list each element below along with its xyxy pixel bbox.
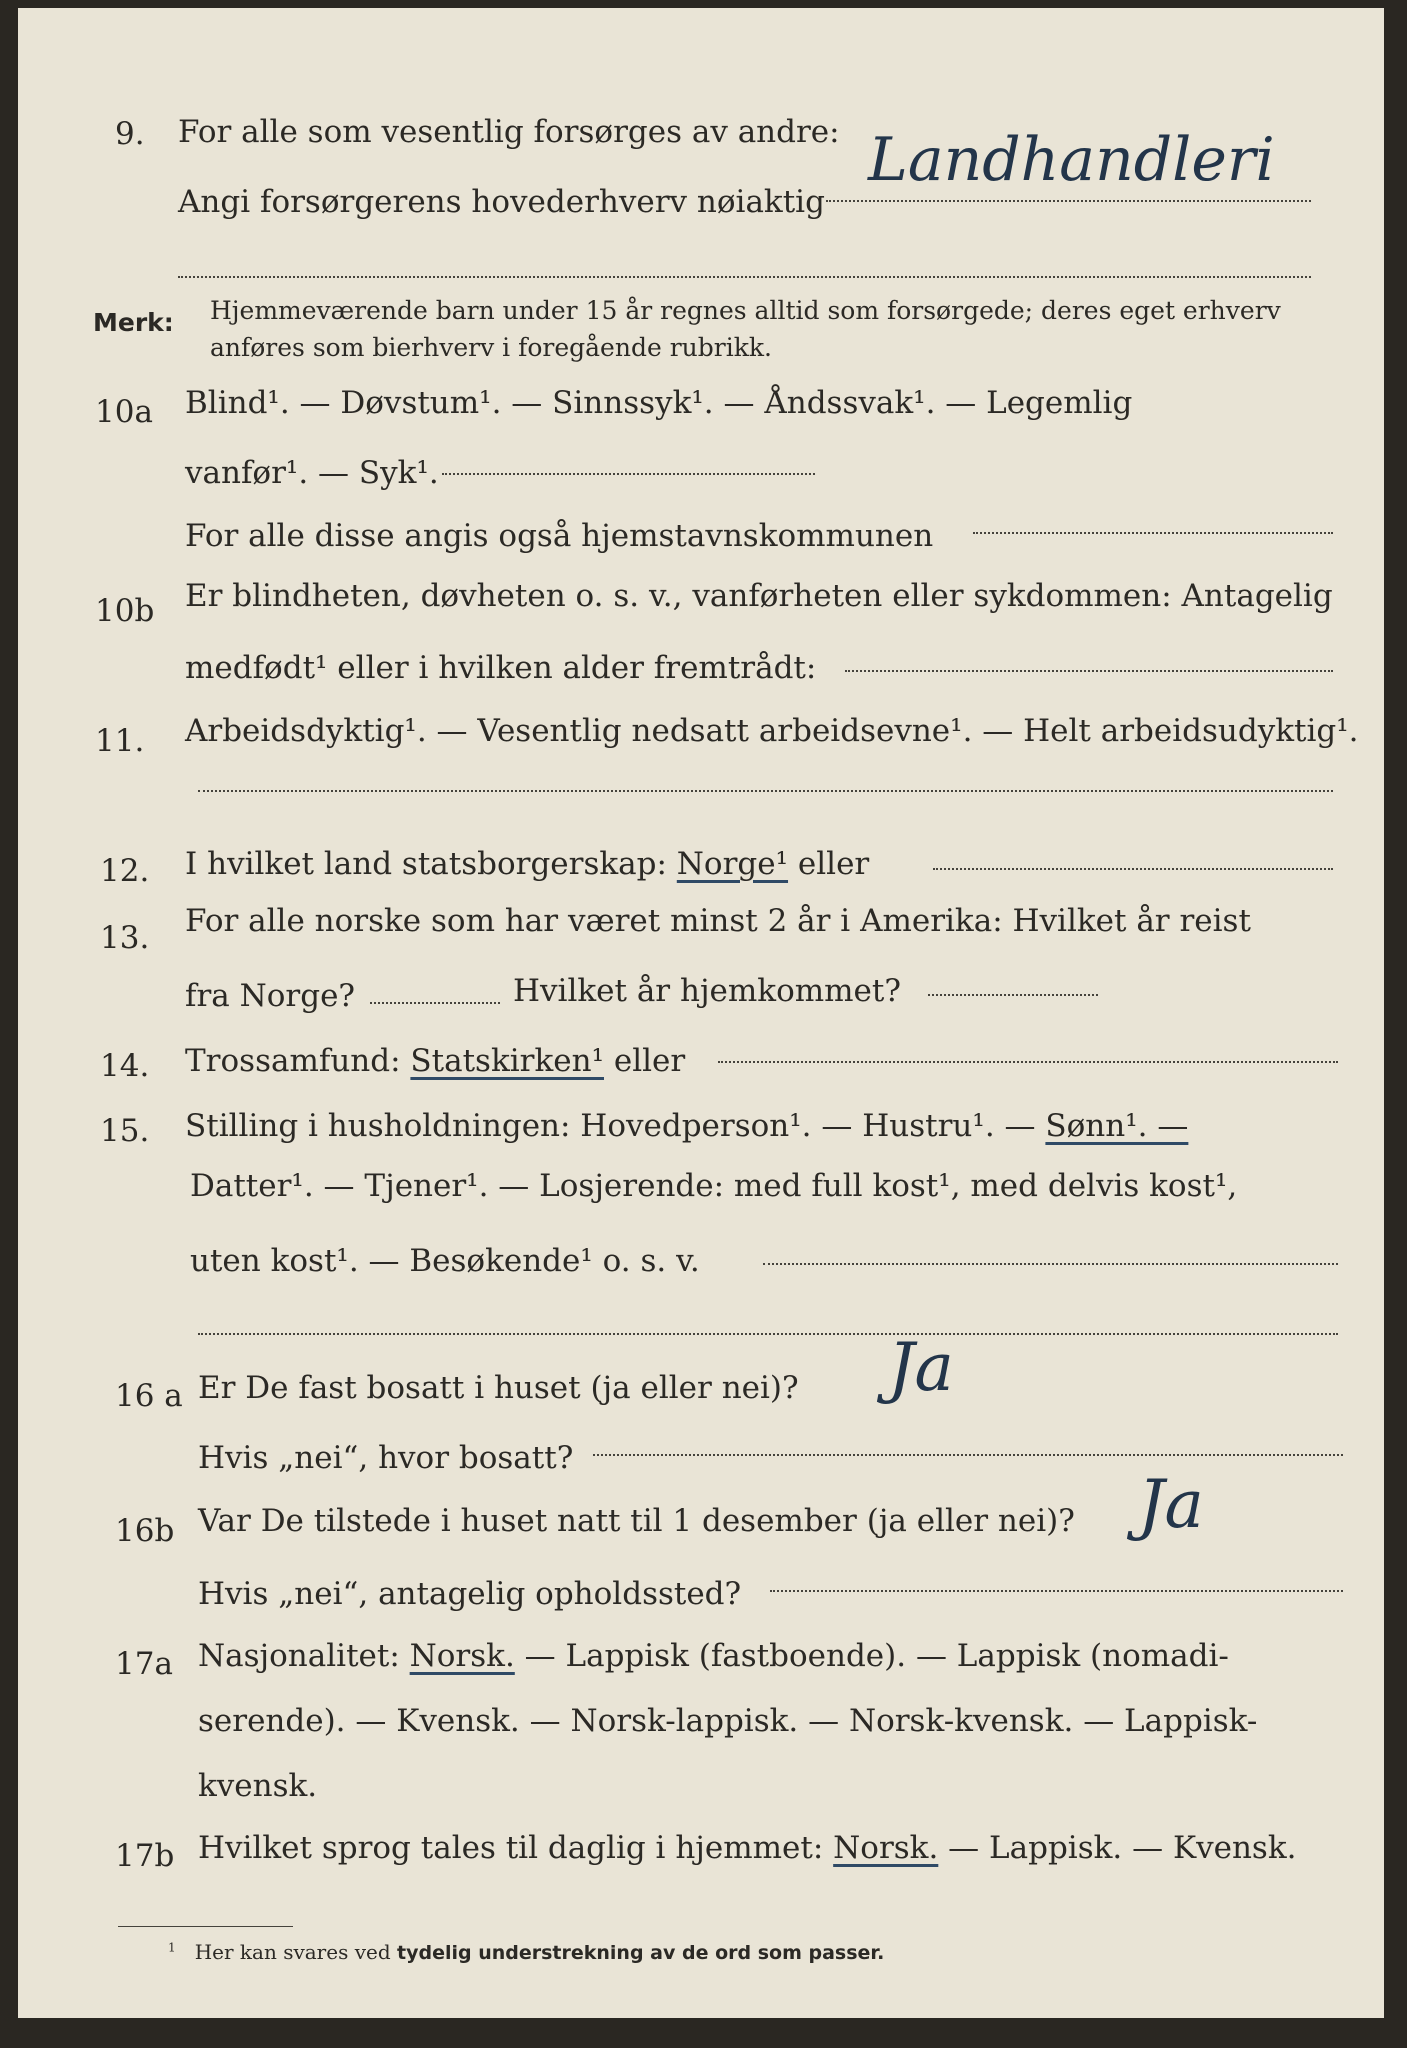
q15-continuation-line[interactable] [198,1333,1338,1335]
q17b-number: 17b [115,1838,175,1874]
q15-line1-text: Stilling i husholdningen: Hovedperson¹. — Hustru¹. — [185,1108,1036,1144]
q14-answer-line[interactable] [718,1061,1338,1063]
q16a-handwritten-answer: Ja [888,1329,954,1406]
q16b-line2: Hvis „nei“, antagelig opholdssted? [198,1576,742,1612]
q15-answer-line[interactable] [763,1263,1338,1265]
q17a-underlined-norsk: Norsk. [409,1638,515,1674]
q17a-line2: serende). — Kvensk. — Norsk-lappisk. — Norsk-kvensk. — Lappisk- [198,1703,1258,1739]
q12-prefix: I hvilket land statsborgerskap: [185,846,667,882]
q16b-line1: Var De tilstede i huset natt til 1 desember (ja eller nei)? [198,1503,1075,1539]
q10a-line2: vanfør¹. — Syk¹. [185,455,439,491]
q13-line1: For alle norske som har været minst 2 år i Amerika: Hvilket år reist [185,903,1251,939]
q14-prefix: Trossamfund: [185,1043,401,1079]
q16b-number: 16b [115,1513,175,1549]
q17a-line1 [198,1638,1229,1674]
footnote [168,1940,884,1964]
footnote-bold: tydelig understrekning av de ord som passer. [397,1942,885,1964]
q15-underlined-sonn: Sønn¹. — [1045,1108,1189,1144]
q10a-line1: Blind¹. — Døvstum¹. — Sinnssyk¹. — Åndssvak¹. — Legemlig [185,385,1133,421]
q17a-prefix: Nasjonalitet: [198,1638,400,1674]
q16a-line1: Er De fast bosatt i huset (ja eller nei)? [198,1370,799,1406]
merk-label: Merk: [93,308,174,337]
q17b-suffix: — Lappisk. — Kvensk. [948,1830,1297,1866]
q12-answer-line[interactable] [933,868,1333,870]
q16a-line2: Hvis „nei“, hvor bosatt? [198,1440,574,1476]
q10b-line1: Er blindheten, døvheten o. s. v., vanførheten eller sykdommen: Antagelig [185,578,1333,614]
q15-line2: Datter¹. — Tjener¹. — Losjerende: med full kost¹, med delvis kost¹, [190,1168,1238,1204]
merk-line1: Hjemmeværende barn under 15 år regnes alltid som forsørgede; deres eget erhverv [210,296,1281,325]
q13-hjemkommet-line[interactable] [928,994,1098,996]
q14-text [185,1043,685,1079]
q17a-line1-rest: — Lappisk (fastboende). — Lappisk (nomadi- [524,1638,1229,1674]
q12-underlined-norge: Norge¹ [676,846,789,882]
q15-number: 15. [100,1113,150,1149]
q16a-bosatt-line[interactable] [593,1454,1343,1456]
q13-line2b: Hvilket år hjemkommet? [513,973,901,1009]
q11-line1: Arbeidsdyktig¹. — Vesentlig nedsatt arbeidsevne¹. — Helt arbeidsudyktig¹. [185,713,1359,749]
q16b-opholdssted-line[interactable] [770,1590,1343,1592]
q12-suffix: eller [797,846,870,882]
footnote-divider [118,1926,293,1927]
q15-line3: uten kost¹. — Besøkende¹ o. s. v. [190,1243,700,1279]
q10b-line2: medfødt¹ eller i hvilken alder fremtrådt: [185,650,817,686]
q13-number: 13. [100,920,150,956]
q10a-number: 10a [95,394,153,430]
q9-number: 9. [115,116,145,152]
footnote-plain: Her kan svares ved [194,1940,391,1964]
footnote-marker: 1 [168,1940,176,1955]
q16a-number: 16 a [115,1378,183,1414]
q10b-number: 10b [95,593,155,629]
q9-answer-line[interactable] [826,200,1311,202]
q14-underlined-statskirken: Statskirken¹ [410,1043,604,1079]
q11-number: 11. [95,723,145,759]
q12-number: 12. [100,853,150,889]
q16b-handwritten-answer: Ja [1138,1466,1204,1543]
q9-line2: Angi forsørgerens hovederhverv nøiaktig [178,184,825,220]
q10b-alder-line[interactable] [845,670,1333,672]
q12-text [185,846,869,882]
q10a-line3: For alle disse angis også hjemstavnskommunen [185,518,934,554]
q17b-line1 [198,1830,1296,1866]
q17a-line3: kvensk. [198,1768,318,1804]
q9-line1: For alle som vesentlig forsørges av andre: [178,114,840,150]
census-form-page [18,8,1384,2018]
q14-suffix: eller [613,1043,686,1079]
q10a-hjemstavn-line[interactable] [973,532,1333,534]
q9-continuation-line[interactable] [178,276,1311,278]
q13-reist-line[interactable] [370,1002,500,1004]
q11-answer-line[interactable] [198,790,1333,792]
q10a-syk-line[interactable] [442,473,815,475]
q17b-prefix: Hvilket sprog tales til daglig i hjemmet: [198,1830,824,1866]
q13-line2a: fra Norge? [185,978,356,1014]
merk-line2: anføres som bierhverv i foregående rubrikk. [210,333,772,362]
q14-number: 14. [100,1048,150,1084]
q17b-underlined-norsk: Norsk. [833,1830,939,1866]
q9-handwritten-answer: Landhandleri [868,125,1275,195]
q15-line1 [185,1108,1188,1144]
q17a-number: 17a [115,1646,173,1682]
